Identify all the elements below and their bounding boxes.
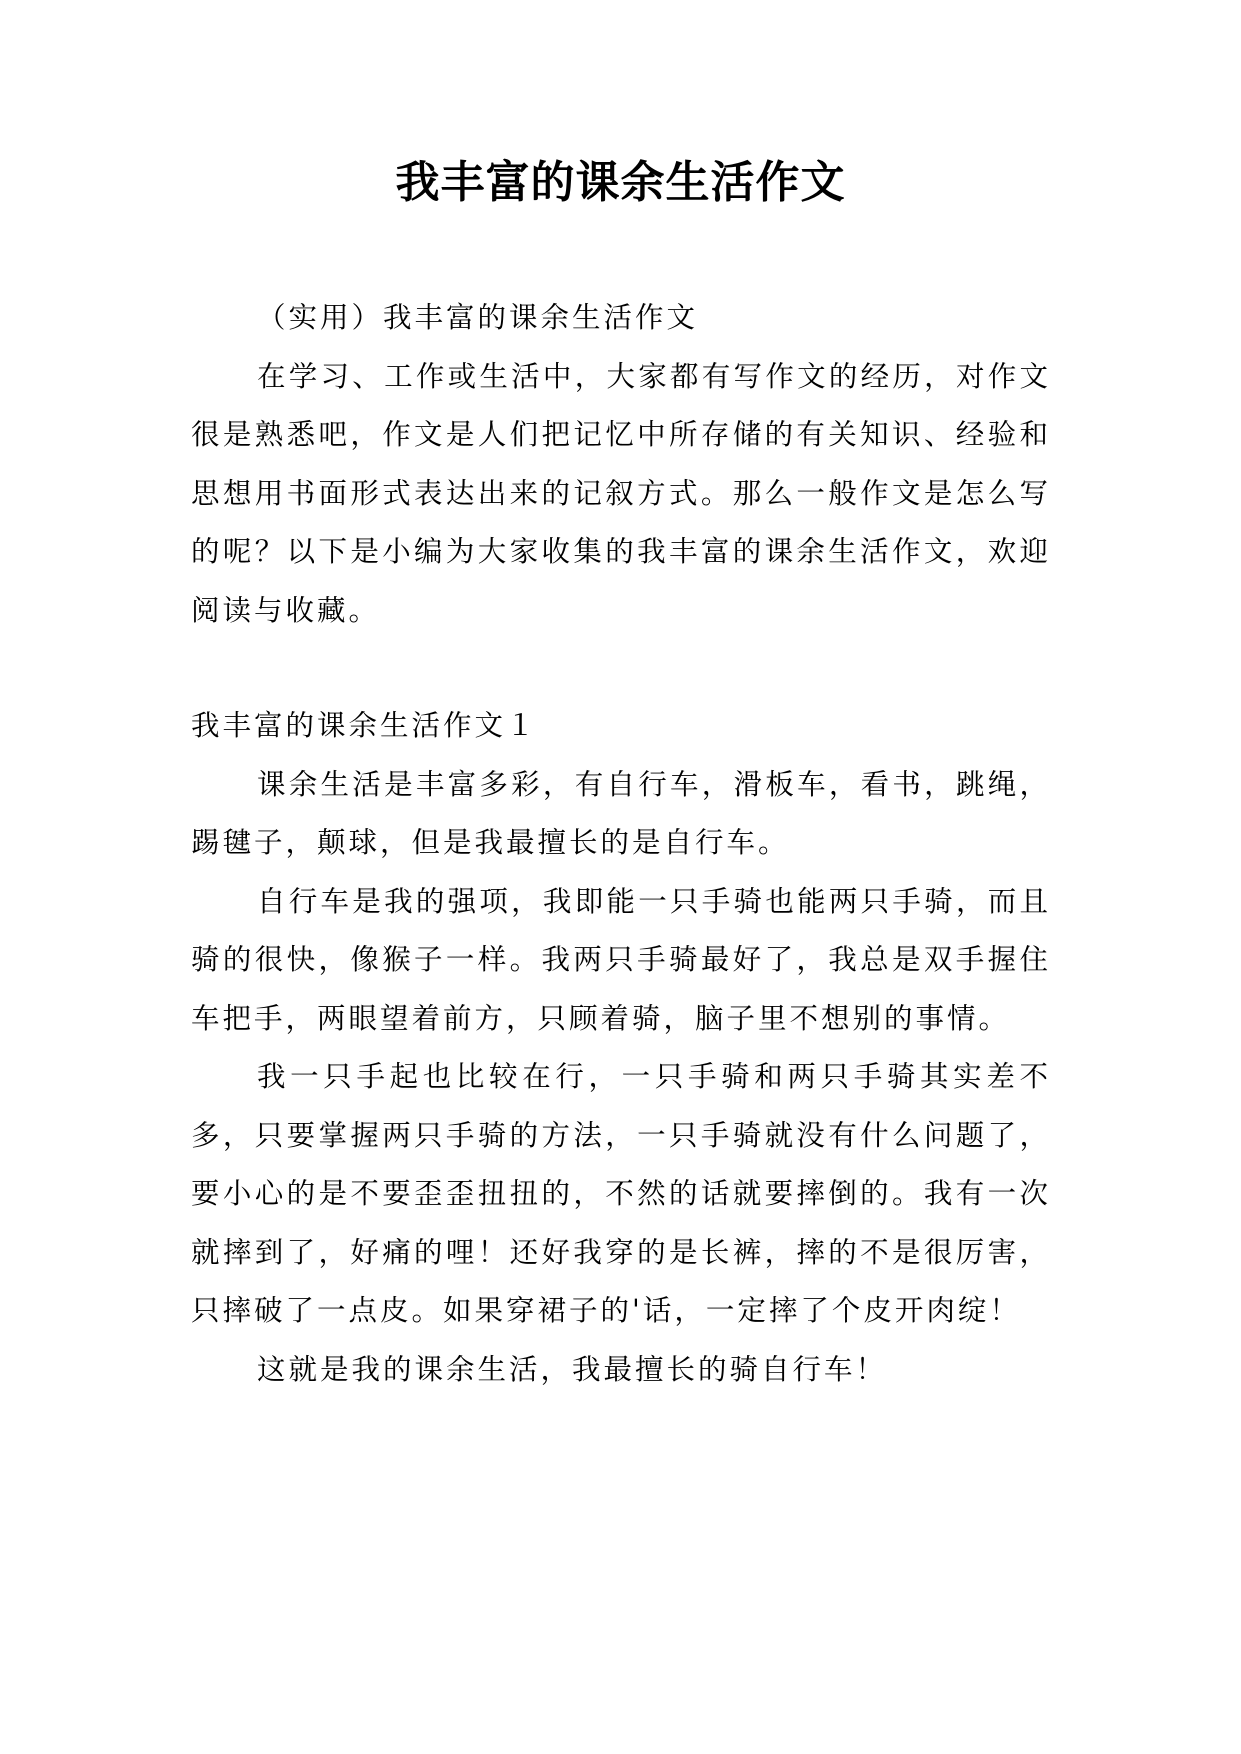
intro-paragraph: 在学习、工作或生活中，大家都有写作文的经历，对作文很是熟悉吧，作文是人们把记忆中所存储的有关知识、经验和思想用书面形式表达出来的记叙方式。那么一般作文是怎么写的呢？以下是小编为大家收集的我丰富的课余生活作文，欢迎阅读与收藏。: [191, 359, 1051, 627]
subtitle-paragraph: （实用）我丰富的课余生活作文: [257, 301, 699, 334]
essay-paragraph-2: 自行车是我的强项，我即能一只手骑也能两只手骑，而且骑的很快，像猴子一样。我两只手骑最好了，我总是双手握住车把手，两眼望着前方，只顾着骑，脑子里不想别的事情。: [191, 884, 1051, 1035]
essay-paragraph-4: 这就是我的课余生活，我最擅长的骑自行车！: [257, 1352, 888, 1386]
document-body: [191, 289, 1051, 1399]
section-spacer: [191, 640, 1051, 697]
essay-paragraph-3: 我一只手起也比较在行，一只手骑和两只手骑其实差不多，只要掌握两只手骑的方法，一只手骑就没有什么问题了，要小心的是不要歪歪扭扭的，不然的话就要摔倒的。我有一次就摔到了，好痛的哩！还好我穿的是长裤，摔的不是很厉害，只摔破了一点皮。如果穿裙子的'话，一定摔了个皮开肉绽！: [191, 1060, 1051, 1327]
essay-paragraph-1: 课余生活是丰富多彩，有自行车，滑板车，看书，跳绳，踢毽子，颠球，但是我最擅长的是自行车。: [191, 767, 1051, 859]
section-heading: 我丰富的课余生活作文１: [191, 709, 538, 742]
document-title: 我丰富的课余生活作文: [395, 157, 846, 208]
